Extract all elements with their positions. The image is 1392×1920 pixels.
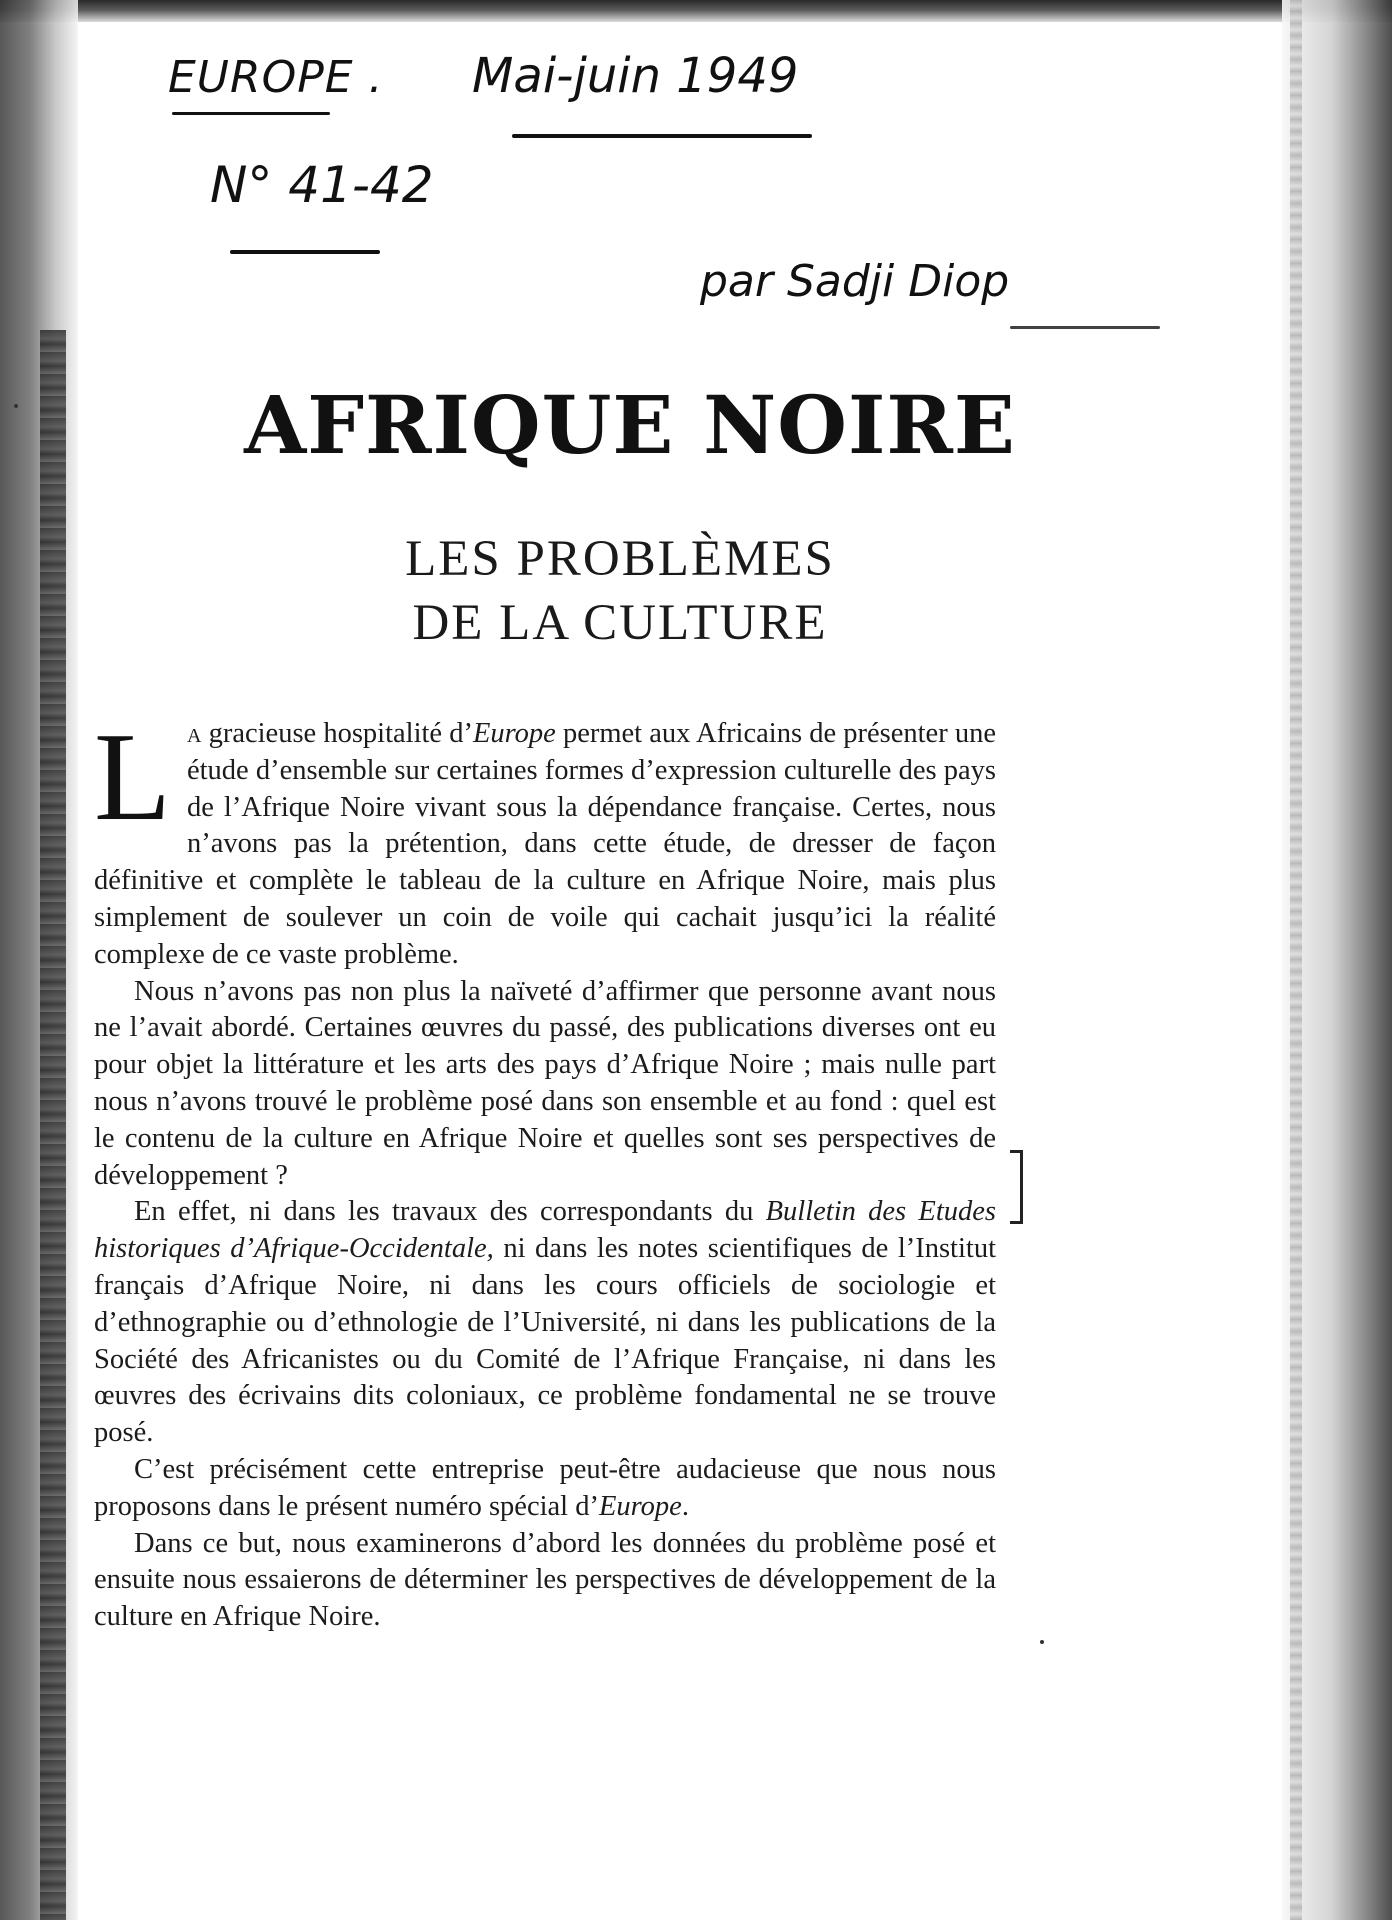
paragraph-4-text-b: .	[681, 1490, 689, 1522]
date-underline	[512, 134, 812, 138]
journal-name-italic: Europe	[472, 718, 556, 749]
handwritten-journal: EUROPE .	[168, 52, 384, 103]
paragraph-5: Dans ce but, nous examinerons d’abord les données du problème posé et ensuite nous essaierons de déterminer les perspectives de développement de la culture en Afrique Noire.	[94, 1527, 996, 1633]
journal-name-italic-2: Europe	[598, 1490, 682, 1522]
scan-edge-left	[0, 0, 78, 1920]
paragraph-1-text-a: gracieuse hospitalité d’	[201, 718, 473, 749]
handwritten-author: par Sadji Diop	[700, 256, 1010, 307]
scan-speck	[1040, 1640, 1044, 1644]
handwritten-date: Mai-juin 1949	[472, 48, 799, 104]
scan-edge-top	[0, 0, 1392, 22]
handwritten-issue-number: N° 41-42	[210, 156, 434, 214]
bulletin-title-italic: Bulletin des Etudes historiques d’Afrique-Occidentale,	[94, 1196, 996, 1265]
paragraph-4-text-a: C’est précisément cette entreprise peut-être audacieuse que nous nous proposons dans le présent numéro spécial d’	[94, 1453, 996, 1522]
article-subtitle-line-2: DE LA CULTURE	[412, 595, 828, 651]
drop-cap: L	[94, 708, 171, 847]
article-subtitle-line-1: LES PROBLÈMES	[405, 531, 835, 587]
paragraph-3-text-b: ni dans les notes scientifiques de l’Institut français d’Afrique Noire, ni dans les cours officiels de sociologie et d’ethnographie ou d’ethnologie de l’Université, ni dans les publications de la Société des Africanistes ou du Comité de l’Afrique Française, ni dans les œuvres des écrivains dits coloniaux, ce problème fondamental ne se trouve posé.	[94, 1233, 996, 1449]
paragraph-1	[94, 708, 996, 974]
scan-speck	[14, 404, 18, 408]
journal-underline	[172, 112, 330, 115]
paragraph-3-text-a: En effet, ni dans les travaux des correspondants du	[134, 1196, 766, 1228]
paragraph-3	[94, 1194, 996, 1452]
author-underline	[1010, 326, 1160, 329]
article-title: AFRIQUE NOIRE	[244, 378, 1016, 472]
paragraph-2: Nous n’avons pas non plus la naïveté d’affirmer que personne avant nous ne l’avait abordé. Certaines œuvres du passé, des publications diverses ont eu pour objet la littérature et les arts des pays d’Afrique Noire ; mais nulle part nous n’avons trouvé le problème posé dans son ensemble et au fond : quel est le contenu de la culture en Afrique Noire et quelles sont ses perspectives de développement ?	[94, 975, 996, 1191]
paragraph-1-text-b: permet aux Africains de présenter une étude d’ensemble sur certaines formes d’expression culturelle des pays de l’Afrique Noire vivant sous la dépendance française. Certes, nous n’avons pas la prétention, dans cette étude, de dresser de façon définitive et complète le tableau de la culture en Afrique Noire, mais plus simplement de soulever un coin de voile qui cachait jusqu’ici la réalité complexe de ce vaste problème.	[94, 718, 996, 970]
scan-edge-band	[1290, 0, 1302, 1920]
lead-in-small-caps: a	[186, 718, 202, 749]
issue-underline	[230, 250, 380, 254]
article-body	[94, 708, 996, 1636]
paragraph-4	[94, 1452, 996, 1526]
margin-bracket-mark	[1010, 1150, 1023, 1224]
